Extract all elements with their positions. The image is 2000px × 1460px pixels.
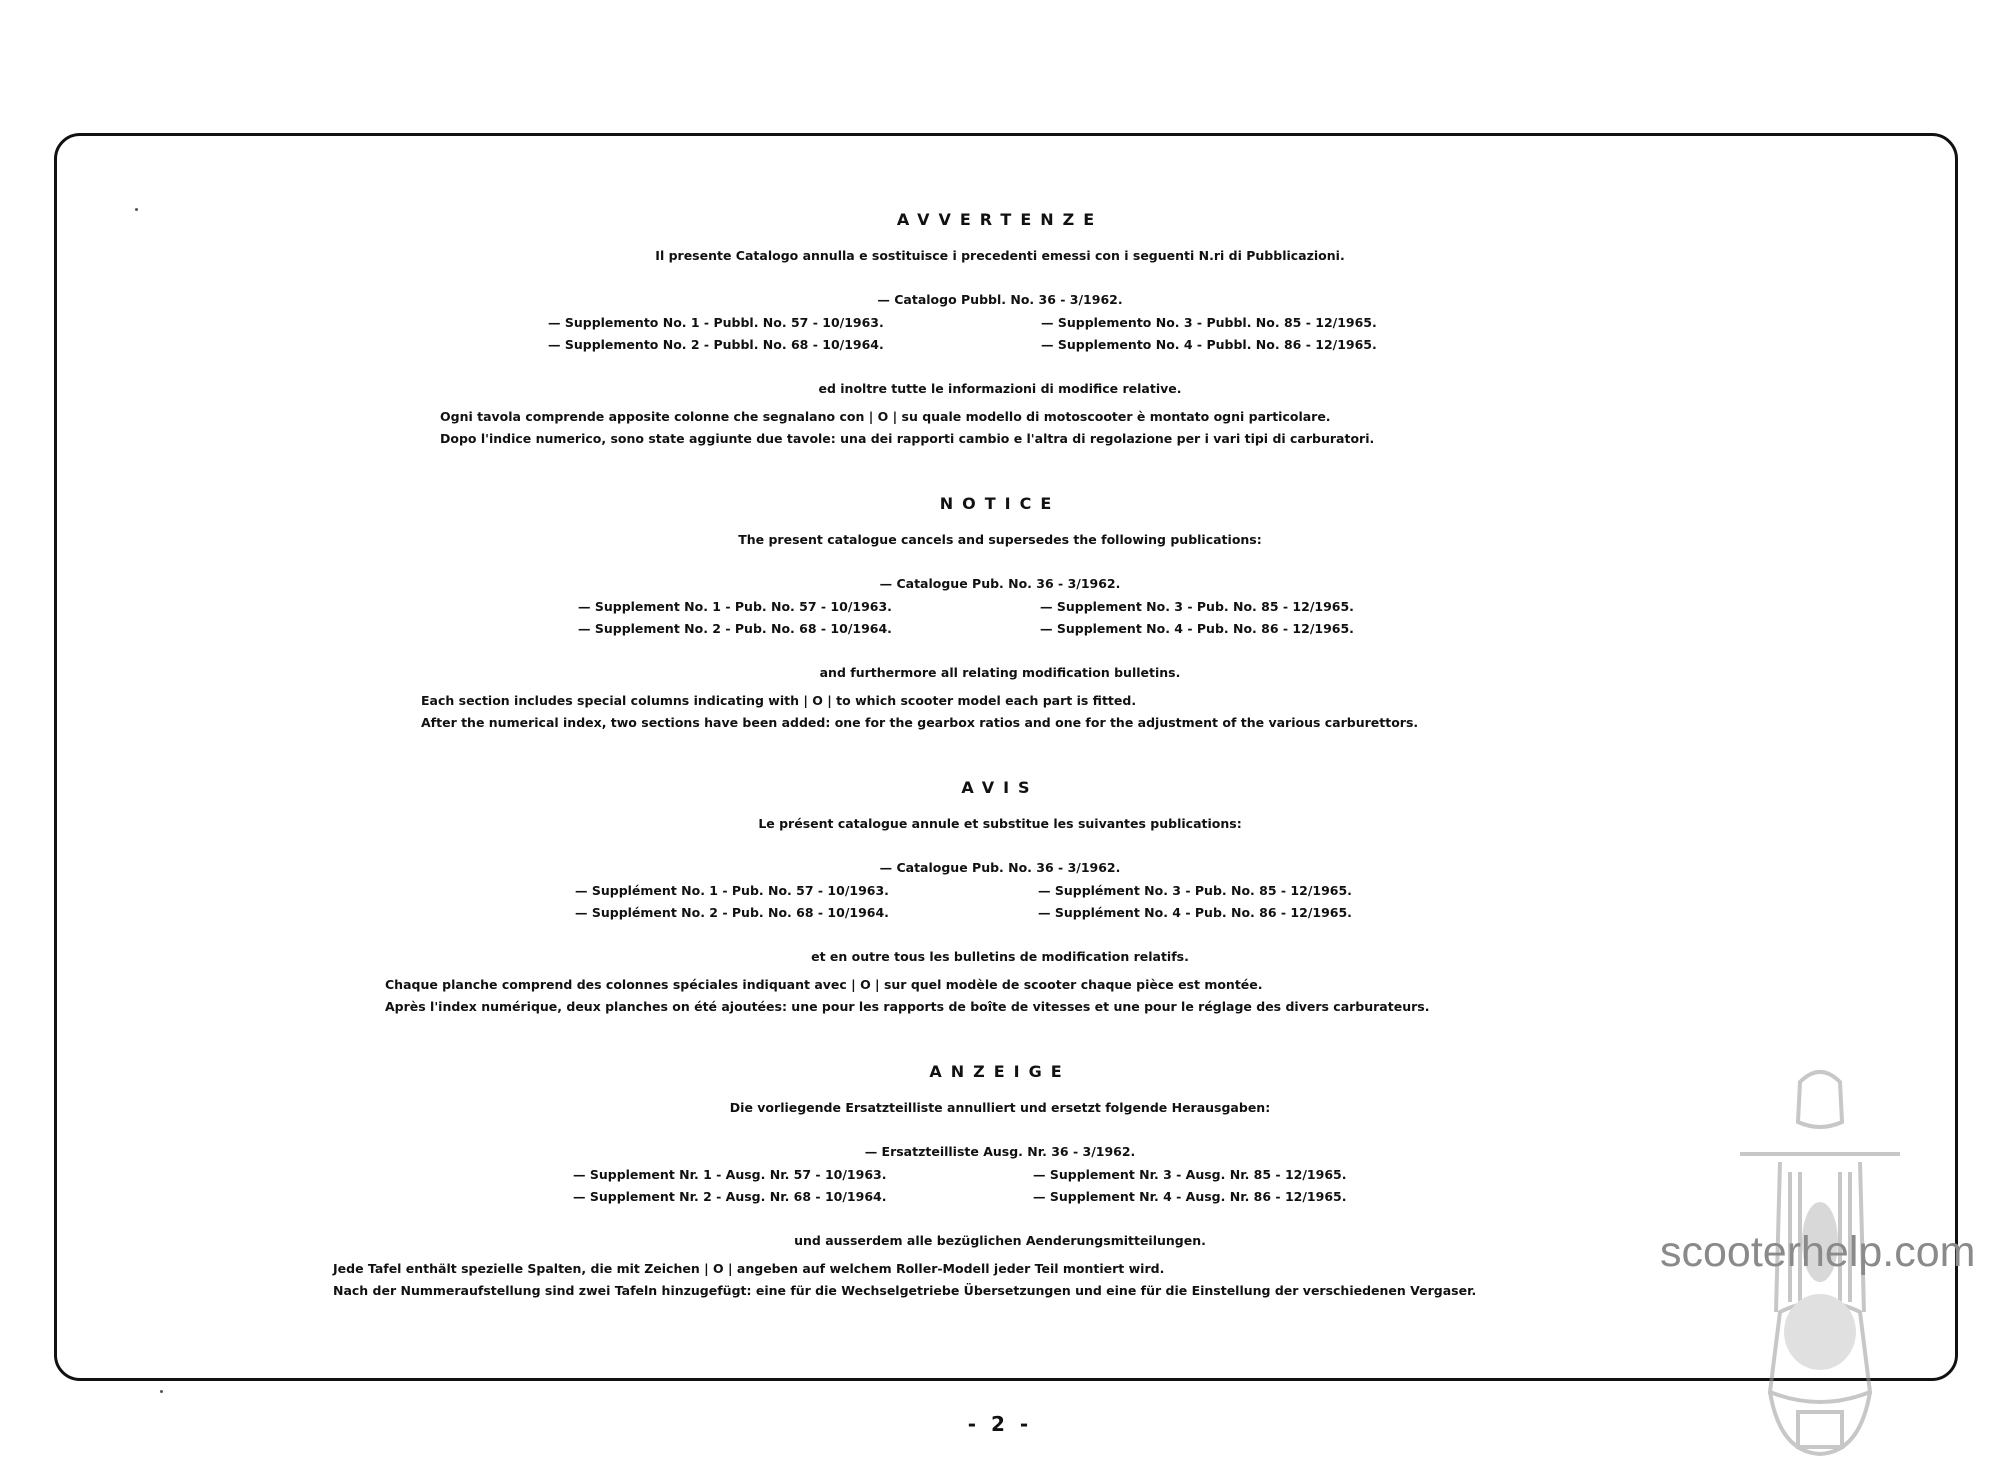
section-intro: Il presente Catalogo annulla e sostituisce i precedenti emessi con i seguenti N.ri di Pubblicazioni. [655, 248, 1345, 263]
paragraph-2: Dopo l'indice numerico, sono state aggiunte due tavole: una dei rapporti cambio e l'altra di regolazione per i vari tipi di carburatori. [440, 431, 1375, 446]
section-heading: AVVERTENZE [896, 210, 1104, 229]
page-number: - 2 - [967, 1412, 1033, 1436]
supplement-left-1: — Supplement No. 1 - Pub. No. 57 - 10/1963. [578, 599, 892, 614]
section-intro: Die vorliegende Ersatzteilliste annulliert und ersetzt folgende Herausgaben: [729, 1100, 1271, 1115]
paragraph-1: Jede Tafel enthält spezielle Spalten, die mit Zeichen | O | angeben auf welchem Roller-Modell jeder Teil montiert wird. [333, 1261, 1165, 1276]
supplement-left-2: — Supplément No. 2 - Pub. No. 68 - 10/1964. [575, 905, 889, 920]
supplement-right-1: — Supplemento No. 3 - Pubbl. No. 85 - 12/1965. [1041, 315, 1377, 330]
furthermore-line: and furthermore all relating modification bulletins. [819, 665, 1181, 680]
watermark-text: scooterhelp.com [1660, 1228, 1976, 1276]
supplement-right-1: — Supplement Nr. 3 - Ausg. Nr. 85 - 12/1965. [1033, 1167, 1347, 1182]
section-heading: NOTICE [939, 494, 1061, 513]
supplement-left-2: — Supplemento No. 2 - Pubbl. No. 68 - 10/1964. [548, 337, 884, 352]
section-heading: AVIS [961, 778, 1039, 797]
section-intro: Le présent catalogue annule et substitue les suivantes publications: [758, 816, 1242, 831]
supplement-left-1: — Supplément No. 1 - Pub. No. 57 - 10/1963. [575, 883, 889, 898]
catalog-line: — Catalogue Pub. No. 36 - 3/1962. [879, 576, 1121, 591]
paragraph-1: Ogni tavola comprende apposite colonne che segnalano con | O | su quale modello di motoscooter è montato ogni particolare. [440, 409, 1331, 424]
furthermore-line: et en outre tous les bulletins de modification relatifs. [811, 949, 1189, 964]
supplement-right-2: — Supplemento No. 4 - Pubbl. No. 86 - 12/1965. [1041, 337, 1377, 352]
scan-speck [160, 1390, 163, 1393]
catalog-line: — Catalogue Pub. No. 36 - 3/1962. [879, 860, 1121, 875]
paragraph-1: Chaque planche comprend des colonnes spéciales indiquant avec | O | sur quel modèle de scooter chaque pièce est montée. [385, 977, 1263, 992]
catalog-line: — Ersatzteilliste Ausg. Nr. 36 - 3/1962. [864, 1144, 1136, 1159]
paragraph-2: Nach der Nummeraufstellung sind zwei Tafeln hinzugefügt: eine für die Wechselgetriebe Übersetzungen und eine für die Einstellung der verschiedenen Vergaser. [333, 1283, 1477, 1298]
supplement-left-1: — Supplement Nr. 1 - Ausg. Nr. 57 - 10/1963. [573, 1167, 887, 1182]
supplement-right-2: — Supplément No. 4 - Pub. No. 86 - 12/1965. [1038, 905, 1352, 920]
supplement-right-2: — Supplement Nr. 4 - Ausg. Nr. 86 - 12/1965. [1033, 1189, 1347, 1204]
supplement-right-1: — Supplement No. 3 - Pub. No. 85 - 12/1965. [1040, 599, 1354, 614]
paragraph-2: After the numerical index, two sections have been added: one for the gearbox ratios and one for the adjustment of the various carburettors. [421, 715, 1419, 730]
furthermore-line: und ausserdem alle bezüglichen Aenderungsmitteilungen. [794, 1233, 1206, 1248]
supplement-right-1: — Supplément No. 3 - Pub. No. 85 - 12/1965. [1038, 883, 1352, 898]
supplement-left-2: — Supplement No. 2 - Pub. No. 68 - 10/1964. [578, 621, 892, 636]
section-intro: The present catalogue cancels and supersedes the following publications: [738, 532, 1262, 547]
paragraph-1: Each section includes special columns indicating with | O | to which scooter model each part is fitted. [421, 693, 1137, 708]
supplement-right-2: — Supplement No. 4 - Pub. No. 86 - 12/1965. [1040, 621, 1354, 636]
scan-speck [135, 208, 138, 211]
page-border [54, 133, 1958, 1381]
catalog-line: — Catalogo Pubbl. No. 36 - 3/1962. [877, 292, 1123, 307]
paragraph-2: Après l'index numérique, deux planches on été ajoutées: une pour les rapports de boîte de vitesses et une pour le réglage des divers carburateurs. [385, 999, 1430, 1014]
supplement-left-1: — Supplemento No. 1 - Pubbl. No. 57 - 10/1963. [548, 315, 884, 330]
supplement-left-2: — Supplement Nr. 2 - Ausg. Nr. 68 - 10/1964. [573, 1189, 887, 1204]
section-heading: ANZEIGE [929, 1062, 1071, 1081]
furthermore-line: ed inoltre tutte le informazioni di modifice relative. [818, 381, 1182, 396]
